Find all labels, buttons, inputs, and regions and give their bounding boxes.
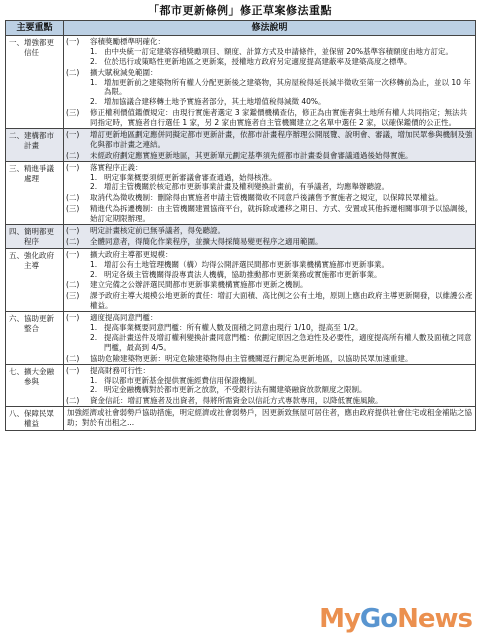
topic-label: 擴大金融參與 (24, 366, 54, 386)
item-marker: (一) (66, 162, 80, 172)
subitem-text: 得以都市更新基金提供實施經費信用保證機制。 (104, 375, 262, 385)
description-item (64, 279, 475, 290)
description-item (64, 236, 475, 247)
item-text: 未經政府劃定應實施更新地區，其更新單元劃定基準須先經都市計畫委員會審議通過後始得實施。 (90, 150, 413, 160)
topic-line (9, 314, 61, 334)
row-description-cell (64, 36, 476, 129)
row-topic-cell (6, 248, 64, 311)
description-item (64, 249, 475, 260)
item-marker: (二) (66, 396, 80, 406)
row-description-cell (64, 225, 476, 249)
item-text: 精進代為拆遷機制：由主管機關建置協商平台，就拆除或遷移之期日、方式、安置或其他拆遷相關事項予以協調後，始訂定期限辦理。 (90, 204, 473, 224)
topic-number: 四、 (9, 227, 24, 237)
item-text: 增訂更新地區劃定應併同擬定都市更新計畫，依都市計畫程序辦理公開展覽、說明會、審議，增加民眾參與機制及強化與都市計畫之連結。 (90, 130, 473, 149)
topic-line (9, 131, 61, 151)
description-item (64, 162, 475, 173)
mygonews-watermark-logo: MyGoNews (319, 604, 472, 634)
description-item (64, 36, 475, 47)
subitem-text: 明定各級主管機關得設專責法人機構，協助推動都市更新業務或實施都市更新事業。 (104, 269, 382, 279)
item-marker: (一) (66, 130, 80, 140)
row-description-cell (64, 364, 476, 407)
description-subitem (64, 173, 475, 183)
description-item (64, 129, 475, 150)
topic-line (9, 227, 61, 247)
topic-number: 三、 (9, 163, 24, 173)
item-text: 提高財務可行性： (90, 365, 150, 375)
description-subitem (64, 376, 475, 386)
item-marker: (二) (66, 150, 80, 160)
topic-number: 五、 (9, 250, 24, 260)
header-description: 修法說明 (64, 21, 476, 36)
row-topic-cell (6, 225, 64, 249)
item-text: 擴大政府主導都更規模： (90, 249, 173, 259)
subitem-text: 增加更新前之建築物所有權人分配更新後之建築物，其房屋稅得延長減半徵收至第一次移轉前為止，並以 10 年為限。 (104, 77, 471, 97)
description-subitem (64, 57, 475, 67)
description-subitem (64, 78, 475, 98)
item-marker: (二) (66, 280, 80, 290)
subitem-text: 明定金融機構對於都市更新之放款，不受銀行法有關建築融資放款額度之限制。 (104, 385, 367, 395)
subitem-text: 增訂公有土地管理機關（構）均得公開評選民間都市更新事業機構實施都市更新事業。 (104, 259, 389, 269)
item-marker: (三) (66, 204, 80, 214)
description-subitem (64, 385, 475, 395)
item-text: 明定計畫核定前已無爭議者，得免聽證。 (90, 226, 225, 236)
row-description-cell (64, 407, 476, 431)
description-subitem (64, 323, 475, 333)
topic-line (9, 251, 61, 271)
topic-label: 精進爭議處理 (24, 163, 54, 183)
item-text: 容積獎勵標準明確化： (90, 37, 165, 46)
topic-line (9, 409, 61, 429)
subitem-marker: 2. (90, 269, 98, 279)
subitem-text: 位於迅行或策略性更新地區之更新案，授權地方政府另定適度提高建蔽率及建築高度之標準。 (104, 56, 412, 66)
subitem-marker: 2. (90, 56, 98, 66)
row-topic-cell (6, 407, 64, 431)
item-text: 協助危險建築物更新：明定危險建築物得由主管機關逕行劃定為更新地區，以協助民眾加速重建。 (90, 353, 413, 363)
item-marker: (二) (66, 67, 80, 77)
item-text: 適度提高同意門檻： (90, 313, 158, 323)
table-row (6, 129, 476, 162)
table-row (6, 225, 476, 249)
topic-number: 二、 (9, 131, 24, 141)
row-description-cell (64, 248, 476, 311)
subitem-marker: 1. (90, 172, 98, 182)
description-item (64, 395, 475, 406)
item-marker: (一) (66, 365, 80, 375)
item-marker: (二) (66, 353, 80, 363)
row-topic-cell (6, 129, 64, 162)
table-row (6, 312, 476, 364)
topic-label: 強化政府主導 (24, 250, 54, 270)
subitem-marker: 2. (90, 97, 98, 107)
description-subitem (64, 333, 475, 353)
item-marker: (二) (66, 193, 80, 203)
row-topic-cell (6, 36, 64, 129)
subitem-text: 提高計畫送件及增訂權利變換計畫同意門檻：依劃定原因之急迫性及必要性，適度提高所有權人數及面積之同意門檻，最高到 4/5。 (104, 332, 472, 352)
description-item (64, 150, 475, 161)
subitem-marker: 1. (90, 46, 98, 56)
subitem-text: 增訂主管機關於核定都市更新事業計畫及權利變換計畫前，有爭議者，均應舉辦聽證。 (104, 182, 389, 192)
item-marker: (一) (66, 226, 80, 236)
item-text: 資金信託：增訂實施者及出資者，得將所需資金以信託方式專款專用，以降低實施風險。 (90, 396, 383, 406)
topic-line (9, 367, 61, 387)
table-row (6, 248, 476, 311)
row-description-cell (64, 161, 476, 224)
topic-label: 協助更新整合 (24, 314, 54, 334)
description-item (64, 192, 475, 203)
item-text: 課予政府主導大規模公地更新的責任：增訂大面積、高比例之公有土地，原則上應由政府主導更新開發，以維護公產權益。 (90, 291, 473, 311)
header-topic: 主要重點 (6, 21, 64, 36)
topic-label: 建構都市計畫 (24, 131, 54, 150)
item-marker: (一) (66, 313, 80, 323)
subitem-text: 由中央統一訂定建築容積獎勵項目、額度、計算方式及申請條件，並保留 20%基準容積額度由地方訂定。 (104, 46, 454, 56)
table-body (6, 36, 476, 431)
topic-number: 六、 (9, 314, 24, 324)
table-row (6, 364, 476, 407)
description-text: 加強經濟或社會弱勢戶協助措施，明定經濟或社會弱勢戶，因更新致無屋可居住者，應由政府提供社會住宅或租金補貼之協助；對於有出租之... (67, 408, 472, 428)
subitem-marker: 1. (90, 77, 98, 87)
item-marker: (一) (66, 249, 80, 259)
row-topic-cell (6, 312, 64, 364)
item-text: 落實程序正義： (90, 162, 143, 172)
description-subitem (64, 97, 475, 107)
subitem-marker: 1. (90, 259, 98, 269)
description-item (64, 312, 475, 323)
amendment-table (5, 20, 476, 431)
item-marker: (二) (66, 236, 80, 246)
topic-label: 增強都更信任 (24, 38, 54, 57)
item-text: 建立完備之公辦評選民間都市更新事業機構實施都市更新之機制。 (90, 280, 308, 290)
item-text: 全體同意者，得簡化作業程序，並擴大得採簡易變更程序之適用範圍。 (90, 236, 323, 246)
document-title: 「都市更新條例」修正草案修法重點 (148, 4, 332, 17)
topic-line (9, 164, 61, 184)
item-marker: (三) (66, 291, 80, 301)
row-topic-cell (6, 364, 64, 407)
subitem-marker: 1. (90, 375, 98, 385)
row-description-cell (64, 129, 476, 162)
subitem-marker: 1. (90, 323, 98, 333)
description-subitem (64, 47, 475, 57)
description-item (64, 107, 475, 128)
table-row (6, 36, 476, 129)
topic-number: 一、 (9, 38, 24, 47)
topic-label: 簡明都更程序 (24, 227, 54, 246)
description-item (64, 365, 475, 376)
description-subitem (64, 270, 475, 280)
topic-number: 七、 (9, 366, 24, 376)
table-header-row (6, 21, 476, 36)
description-item (64, 353, 475, 364)
subitem-text: 明定事業概要須經更新審議會審查通過，始得核准。 (104, 172, 277, 182)
table-row (6, 407, 476, 431)
topic-line (9, 38, 61, 58)
subitem-marker: 2. (90, 385, 98, 395)
description-item (64, 67, 475, 78)
table-row (6, 161, 476, 224)
description-item (64, 225, 475, 236)
subitem-marker: 2. (90, 182, 98, 192)
subitem-marker: 2. (90, 332, 98, 342)
subitem-text: 提高事業概要同意門檻：所有權人數及面積之同意由現行 1/10，提高至 1/2。 (104, 323, 363, 333)
description-item (64, 290, 475, 311)
description-item (64, 203, 475, 224)
topic-number: 八、 (9, 409, 24, 419)
item-text: 取消代為徵收機制：刪除得由實施者申請主管機關徵收不同意戶後讓售予實施者之規定，以保障民眾權益。 (90, 193, 443, 203)
item-text: 擴大賦稅減免範圍： (90, 67, 158, 77)
item-marker: (三) (66, 108, 80, 118)
item-text: 修正權利價值鑑價規定：由現行實施者選定 3 家鑑價機構查估，修正為由實施者與土地所有權人共同指定；無法共同指定時，實施者自行選任 1 家，另 2 家由實施者自主管機關建立之名單中選任 2 家，以確保鑑價的公正性。 (90, 108, 468, 128)
row-description-cell (64, 312, 476, 364)
description-subitem (64, 260, 475, 270)
row-topic-cell (6, 161, 64, 224)
subitem-text: 增加協議合建移轉土地予實施者部分，其土地增值稅得減徵 40%。 (104, 97, 326, 107)
item-marker: (一) (66, 37, 80, 46)
topic-label: 保障民眾權益 (24, 409, 54, 429)
description-subitem (64, 182, 475, 192)
